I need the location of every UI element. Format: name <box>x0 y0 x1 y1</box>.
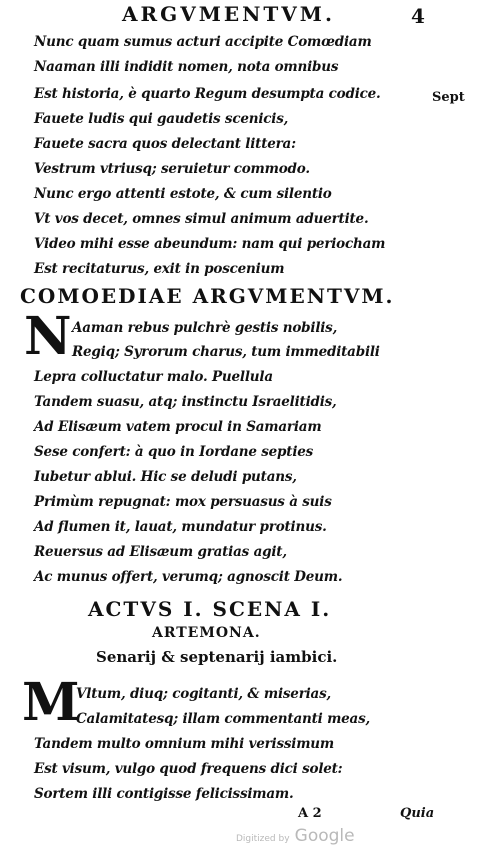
argument-verse: Nunc quam sumus acturi accipite Comœdiam <box>34 34 372 50</box>
margin-note: Sept <box>432 90 465 105</box>
comedy-verse: Lepra colluctatur malo. Puellula <box>34 369 273 385</box>
scene-verse: Tandem multo omnium mihi verissimum <box>34 736 334 752</box>
signature-mark: A 2 <box>298 806 322 821</box>
digitized-watermark <box>236 826 355 846</box>
scene-verse: Calamitatesq; illam commentanti meas, <box>76 711 371 727</box>
scene-verse: Est visum, vulgo quod frequens dici solet: <box>34 761 343 777</box>
comedy-verse: Primùm repugnat: mox persuasus à suis <box>34 494 332 510</box>
argument-verse: Vestrum vtriusq; seruietur commodo. <box>34 161 310 177</box>
argument-verse: Fauete ludis qui gaudetis scenicis, <box>34 111 289 127</box>
comedy-verse: Sese confert: à quo in Iordane septies <box>34 444 314 460</box>
catchword: Quia <box>400 806 435 821</box>
comedy-argument-title: COMOEDIAE ARGVMENTVM. <box>20 284 395 308</box>
argument-verse: Fauete sacra quos delectant littera: <box>34 136 296 152</box>
watermark-prefix: Digitized by <box>236 834 290 844</box>
scene-verse: Vltum, diuq; cogitanti, & miserias, <box>76 686 331 702</box>
meter-note: Senarij & septenarij iambici. <box>96 648 338 666</box>
argument-verse: Est historia, è quarto Regum desumpta codice. <box>34 86 381 102</box>
comedy-verse: Reuersus ad Elisæum gratias agit, <box>34 544 287 560</box>
comedy-verse: Iubetur ablui. Hic se deludi putans, <box>34 469 297 485</box>
google-logo: Google <box>294 826 355 846</box>
scene-dropcap: M <box>22 672 80 733</box>
scene-title: ACTVS I. SCENA I. <box>88 597 332 621</box>
comedy-verse: Ad flumen it, lauat, mundatur protinus. <box>34 519 327 535</box>
argument-verse: Vt vos decet, omnes simul animum aduertite. <box>34 211 369 227</box>
page-number: 4 <box>411 4 425 28</box>
comedy-verse: Ac munus offert, verumq; agnoscit Deum. <box>34 569 343 585</box>
argument-verse: Video mihi esse abeundum: nam qui periocham <box>34 236 386 252</box>
speaker-name: ARTEMONA. <box>152 625 261 641</box>
comedy-verse: Ad Elisæum vatem procul in Samariam <box>34 419 322 435</box>
argument-verse: Naaman illi indidit nomen, nota omnibus <box>34 59 339 75</box>
comedy-verse: Aaman rebus pulchrè gestis nobilis, <box>72 320 338 336</box>
comedy-verse: Tandem suasu, atq; instinctu Israelitidis, <box>34 394 337 410</box>
argument-verse: Est recitaturus, exit in poscenium <box>34 261 285 277</box>
comedy-dropcap: N <box>24 306 72 367</box>
scene-verse: Sortem illi contigisse felicissimam. <box>34 786 294 802</box>
argument-verse: Nunc ergo attenti estote, & cum silentio <box>34 186 332 202</box>
running-head: ARGVMENTVM. <box>122 2 335 26</box>
comedy-verse: Regiq; Syrorum charus, tum immeditabili <box>72 344 380 360</box>
